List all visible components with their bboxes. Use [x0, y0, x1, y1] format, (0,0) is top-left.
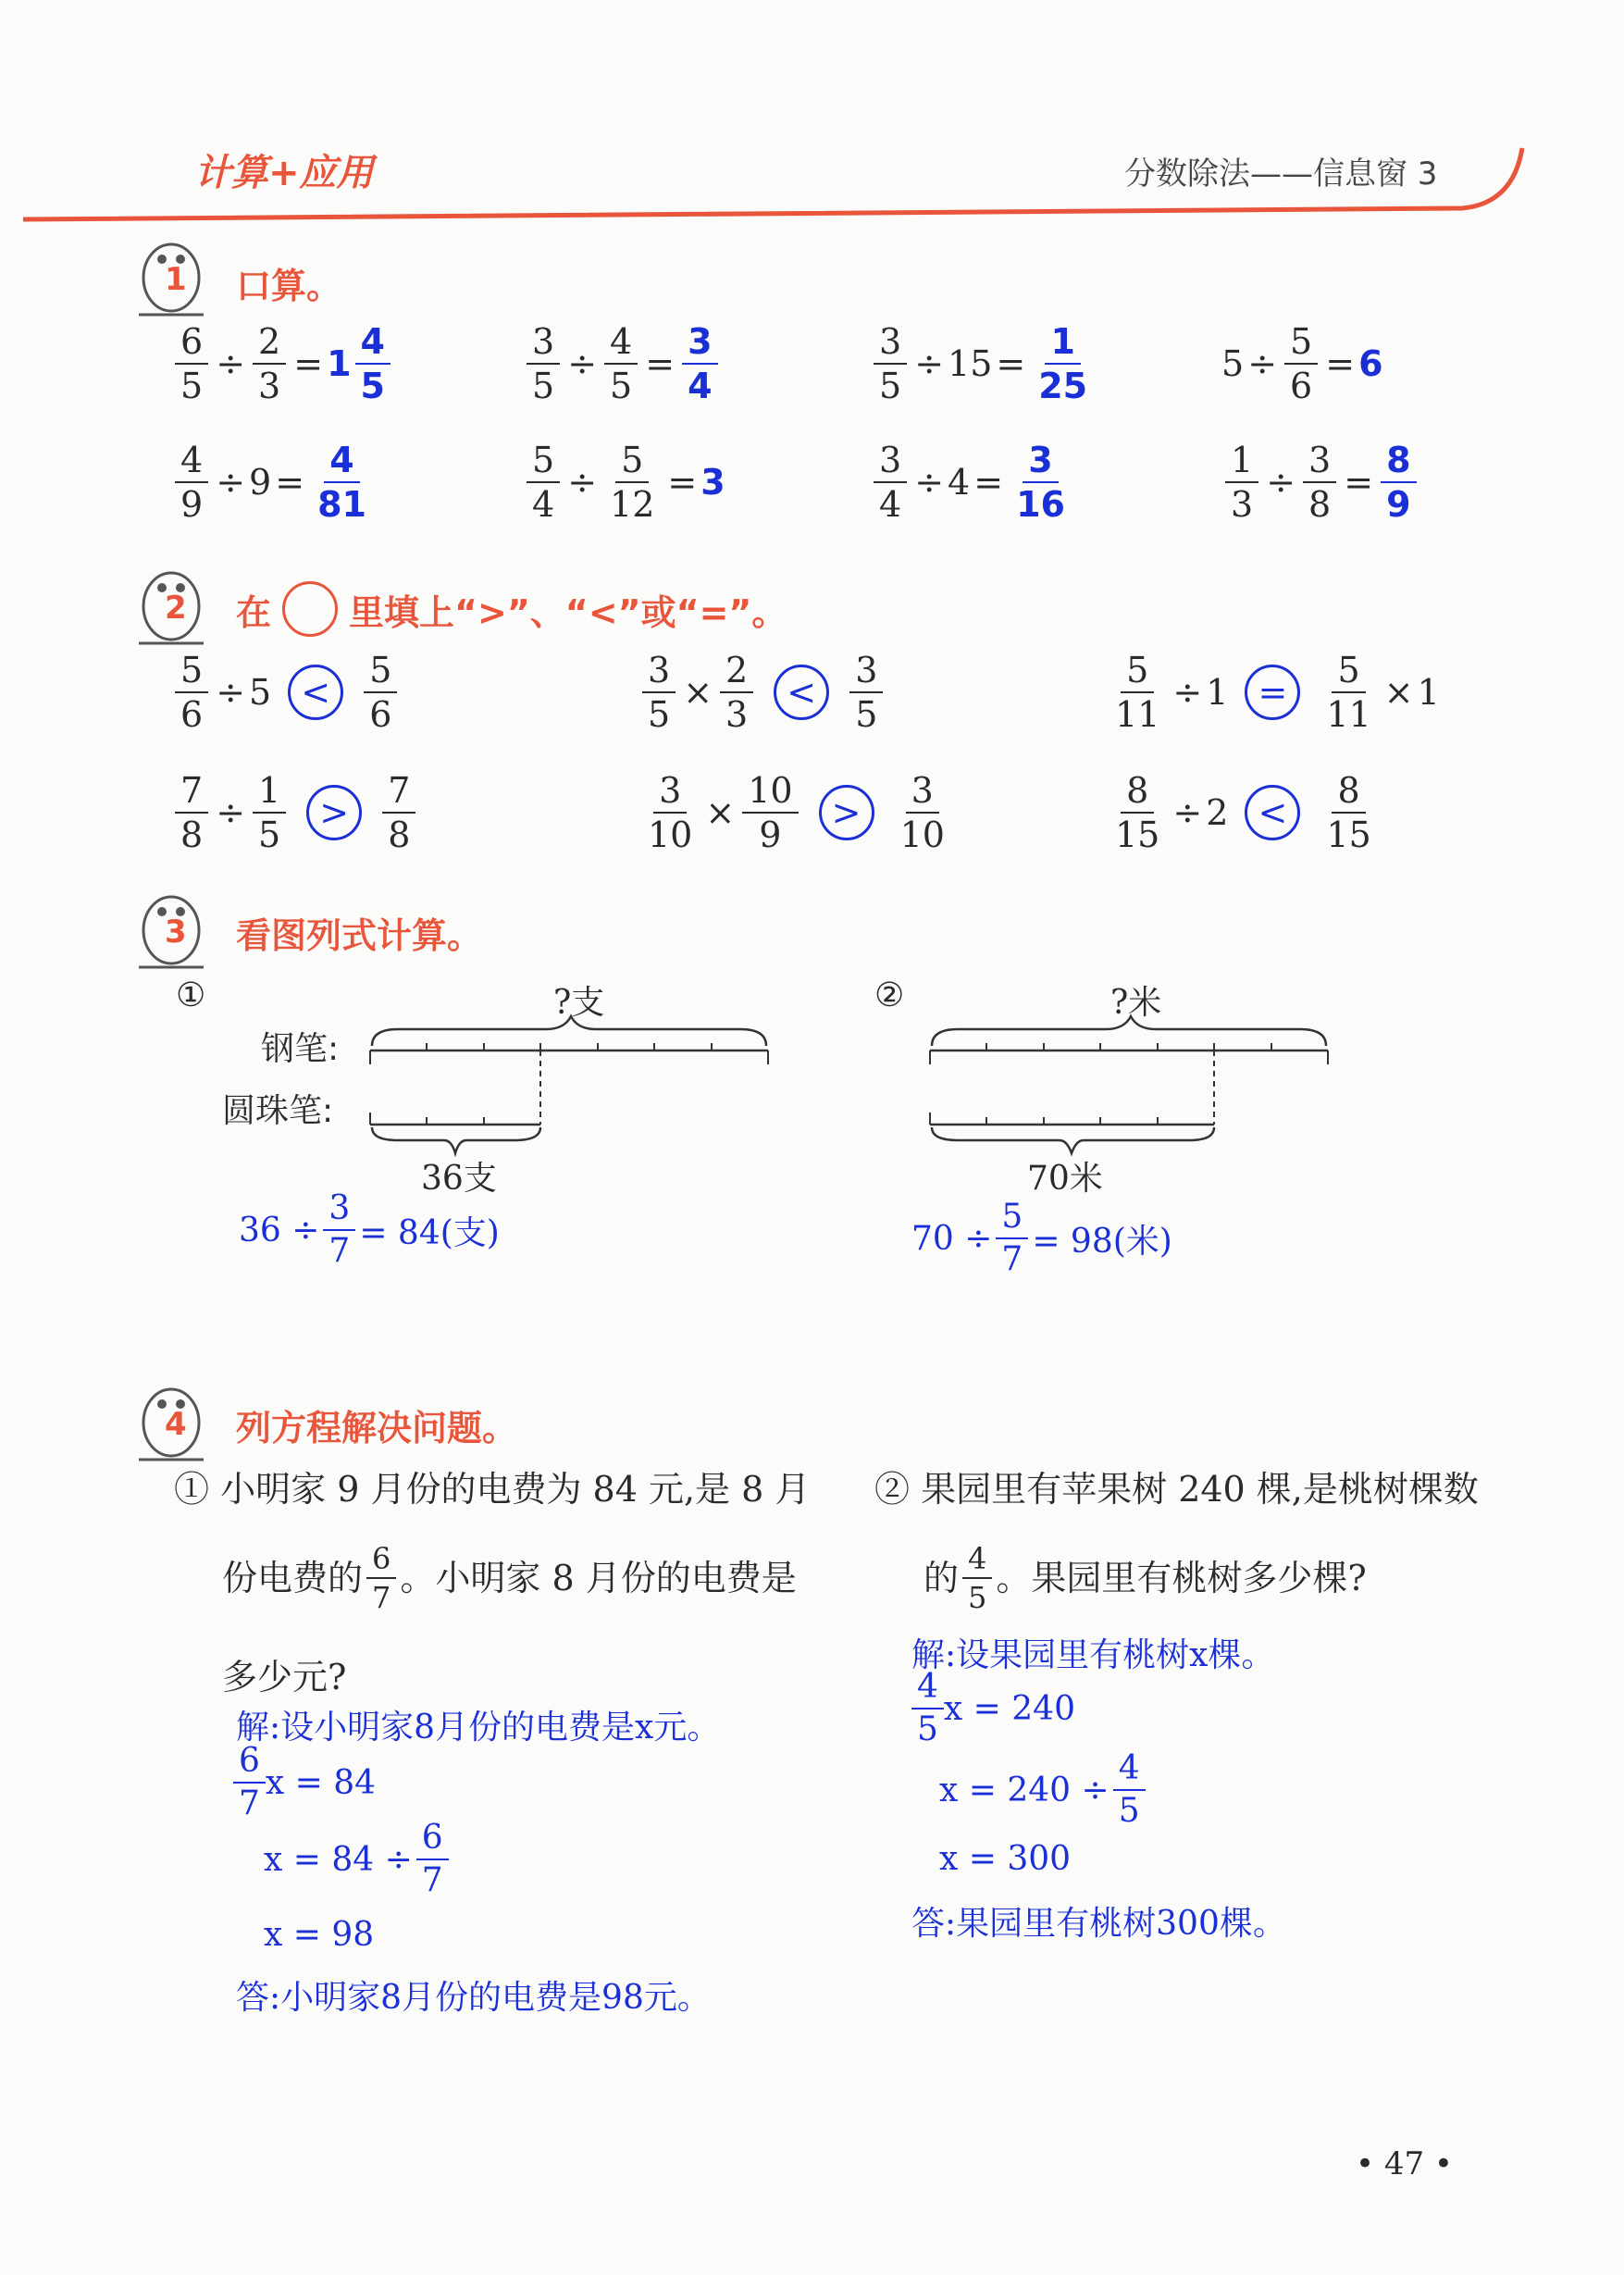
section-2-badge — [130, 560, 213, 653]
s2-item-1: $\frac{5}{6}$ ÷ 5 < $\frac{5}{6}$ — [171, 653, 401, 732]
section-1-number: 1 — [165, 261, 187, 298]
problem-1-line-1: ① 小明家 9 月份的电费为 84 元,是 8 月 — [174, 1469, 811, 1510]
diagram-1-solution: 36 ÷ $\frac{3}{7}$ = 84(支) — [239, 1189, 500, 1270]
diagram-1-label: ① — [176, 976, 206, 1014]
header-right-title: 分数除法——信息窗 3 — [1124, 155, 1438, 193]
s1-item-6: $\frac{5}{4}$ ÷ $\frac{5}{12}$ = 3 — [523, 442, 725, 522]
section-3-badge — [130, 884, 213, 976]
s2-item-5: $\frac{3}{10}$ × $\frac{10}{9}$ > $\frac{3}{10}$ — [648, 770, 945, 855]
diagram-1-row1-label: 钢笔: — [261, 1030, 340, 1068]
problem-1-eq-2: x = 84 ÷ $\frac{6}{7}$ — [264, 1821, 452, 1897]
problem-1-eq-1: $\frac{6}{7}$ x = 84 — [233, 1745, 376, 1821]
diagram-2-label: ② — [874, 976, 905, 1014]
diagram-1-bottom-label: 36支 — [421, 1160, 497, 1198]
s1-item-5: $\frac{4}{9}$ ÷ 9 = $\frac{4}{81}$ — [171, 442, 376, 522]
problem-1-line-3: 多少元? — [222, 1657, 347, 1697]
compare-circle: > — [819, 785, 874, 840]
compare-circle: < — [1245, 785, 1300, 840]
problem-2-line-2: 的 $\frac{4}{5}$ 。果园里有桃树多少棵? — [924, 1541, 1367, 1615]
s1-item-2: $\frac{3}{5}$ ÷ $\frac{4}{5}$ = $\frac{3}{4}$ — [523, 324, 722, 404]
section-4-badge — [130, 1376, 213, 1469]
section-2-title: 在 里填上“>”、“<”或“=”。 — [236, 581, 787, 637]
section-4-title: 列方程解决问题。 — [236, 1408, 518, 1448]
section-2-number: 2 — [165, 590, 187, 627]
answer: 1 — [327, 343, 352, 384]
header-curve-line — [0, 130, 1624, 241]
problem-1-answer: 答:小明家8月份的电费是98元。 — [236, 1979, 711, 2017]
s1-item-3: $\frac{3}{5}$ ÷ 15 = $\frac{1}{25}$ — [870, 324, 1097, 404]
section-4-number: 4 — [165, 1406, 187, 1443]
diagram-2-top-label: ?米 — [1110, 984, 1162, 1022]
compare-circle: > — [306, 785, 362, 840]
s1-item-7: $\frac{3}{4}$ ÷ 4 = $\frac{3}{16}$ — [870, 442, 1074, 522]
diagram-1-row2-label: 圆珠笔: — [222, 1092, 334, 1130]
section-3-number: 3 — [165, 914, 187, 951]
problem-2-eq-2: x = 240 ÷ $\frac{4}{5}$ — [939, 1752, 1149, 1828]
problem-2-eq-3: x = 300 — [939, 1840, 1072, 1878]
page-number: • 47 • — [1356, 2145, 1453, 2182]
section-1-title: 口算。 — [236, 266, 342, 306]
problem-2-eq-1: $\frac{4}{5}$ x = 240 — [911, 1671, 1075, 1747]
section-3-title: 看图列式计算。 — [236, 915, 483, 956]
compare-circle: = — [1245, 665, 1300, 720]
diagram-2-solution: 70 ÷ $\frac{5}{7}$ = 98(米) — [911, 1198, 1172, 1278]
diagram-1-top-label: ?支 — [553, 984, 605, 1022]
s2-item-6: $\frac{8}{15}$ ÷ 2 < $\frac{8}{15}$ — [1115, 770, 1371, 855]
problem-2-line-1: ② 果园里有苹果树 240 棵,是桃树棵数 — [874, 1469, 1479, 1510]
problem-1-eq-3: x = 98 — [264, 1916, 375, 1954]
s2-item-4: $\frac{7}{8}$ ÷ $\frac{1}{5}$ > $\frac{7}{8}$ — [171, 773, 419, 852]
diagram-1-bars — [361, 1009, 777, 1166]
s1-item-8: $\frac{1}{3}$ ÷ $\frac{3}{8}$ = $\frac{8}{9}$ — [1221, 442, 1420, 522]
problem-2-solution-intro: 解:设果园里有桃树x棵。 — [911, 1636, 1275, 1674]
problem-1-line-2: 份电费的 $\frac{6}{7}$ 。小明家 8 月份的电费是 — [222, 1541, 797, 1615]
compare-circle: < — [288, 665, 343, 720]
compare-circle: < — [774, 665, 829, 720]
diagram-2-bars — [921, 1009, 1337, 1166]
s1-item-1: $\frac{6}{5}$ ÷ $\frac{2}{3}$ = 1 $\frac{4}{5}$ — [171, 324, 394, 404]
header-left-title: 计算+应用 — [194, 152, 374, 194]
s1-item-4: 5 ÷ $\frac{5}{6}$ = 6 — [1221, 321, 1383, 406]
section-1-badge — [130, 231, 213, 324]
diagram-2-bottom-label: 70米 — [1027, 1160, 1103, 1198]
problem-1-solution-intro: 解:设小明家8月份的电费是x元。 — [236, 1709, 721, 1747]
problem-2-answer: 答:果园里有桃树300棵。 — [911, 1905, 1286, 1943]
s2-item-2: $\frac{3}{5}$ × $\frac{2}{3}$ < $\frac{3}{5}$ — [638, 653, 886, 732]
s2-item-3: $\frac{5}{11}$ ÷ 1 = $\frac{5}{11}$ × 1 — [1115, 650, 1440, 735]
